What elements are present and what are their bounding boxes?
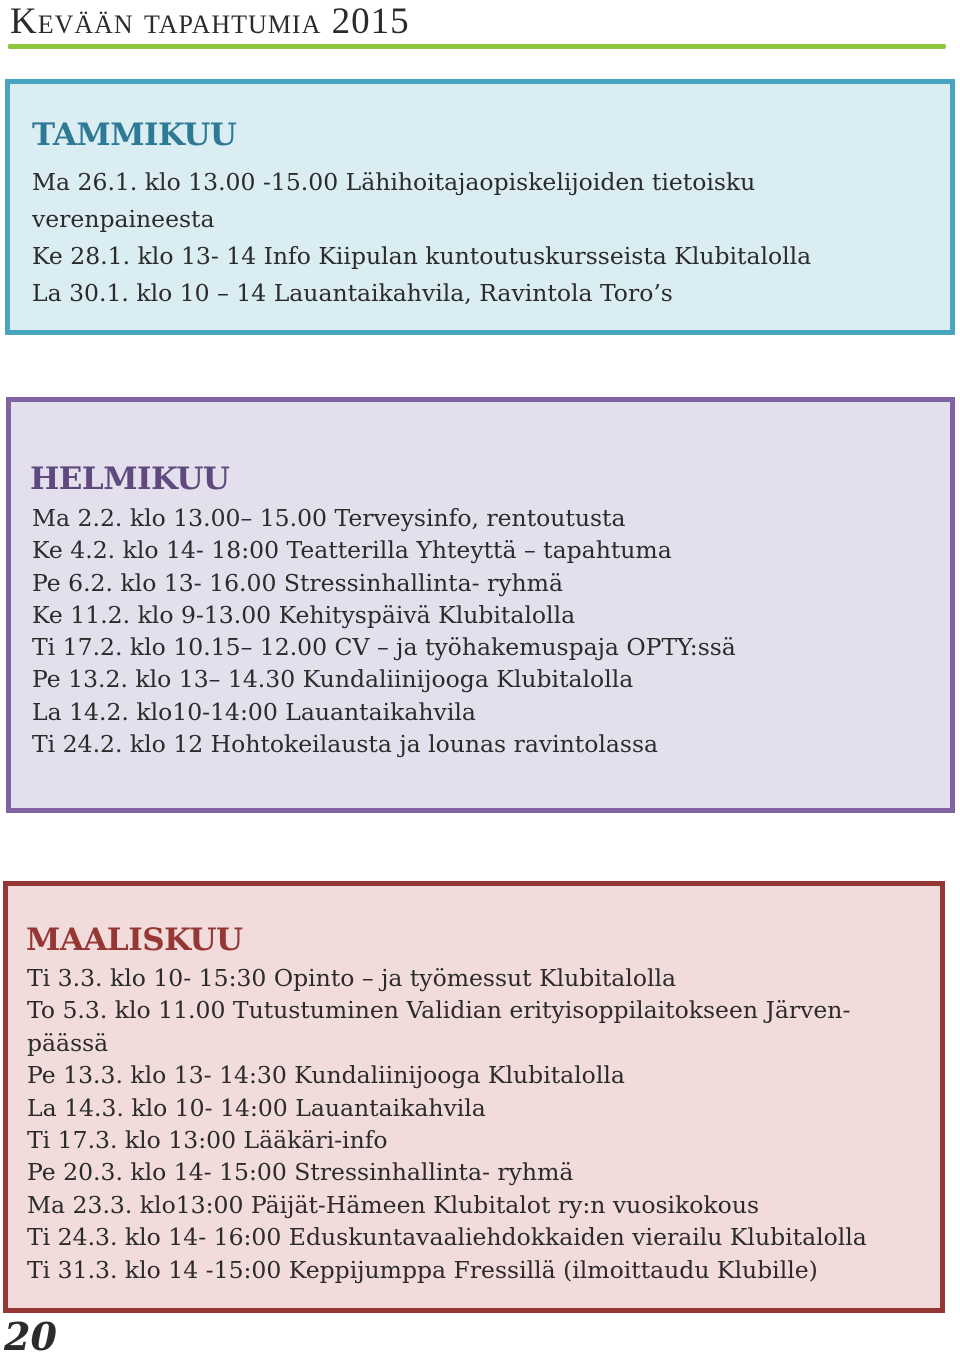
event-list [32,164,932,312]
title-divider [8,44,946,49]
section-maaliskuu [3,881,945,1313]
event-item: Ke 28.1. klo 13- 14 Info Kiipulan kuntoutuskursseista Klubitalolla [32,242,812,270]
page-title-year: 2015 [321,1,410,42]
event-item: To 5.3. klo 11.00 Tutustuminen Validian erityisoppilaitokseen Järven-päässä [27,996,851,1057]
event-item: La 14.2. klo10-14:00 Lauantaikahvila [32,697,476,726]
section-heading: HELMIKUU [30,461,230,497]
event-item: Ma 23.3. klo13:00 Päijät-Hämeen Klubitalot ry:n vuosikokous [27,1190,760,1219]
event-item: Ti 17.3. klo 13:00 Lääkäri-info [27,1126,388,1155]
section-tammikuu [5,79,955,335]
event-list [27,962,927,1286]
event-item: La 14.3. klo 10- 14:00 Lauantaikahvila [27,1093,486,1122]
event-item: Pe 13.3. klo 13- 14:30 Kundaliinijooga Klubitalolla [27,1061,625,1090]
event-item: Ti 24.3. klo 14- 16:00 Eduskuntavaaliehdokkaiden vierailu Klubitalolla [27,1223,867,1252]
event-item: Ti 17.2. klo 10.15– 12.00 CV – ja työhakemuspaja OPTY:ssä [32,633,736,662]
event-list [32,502,942,760]
event-item: Ma 26.1. klo 13.00 -15.00 Lähihoitajaopiskelijoiden tietoisku verenpaineesta [32,168,756,233]
page-title [10,0,410,44]
page-number: 20 [4,1314,57,1359]
event-item: La 30.1. klo 10 – 14 Lauantaikahvila, Ravintola Toro’s [32,279,673,307]
section-heading: TAMMIKUU [32,117,237,153]
event-item: Ti 24.2. klo 12 Hohtokeilausta ja lounas ravintolassa [32,730,659,759]
page-title-text: Kevään tapahtumia [10,1,322,42]
event-item: Ti 31.3. klo 14 -15:00 Keppijumppa Fressillä (ilmoittaudu Klubille) [27,1255,818,1284]
event-item: Ma 2.2. klo 13.00– 15.00 Terveysinfo, rentoutusta [32,504,626,532]
event-item: Ke 11.2. klo 9-13.00 Kehityspäivä Klubitalolla [32,600,576,629]
section-helmikuu [6,397,955,813]
event-item: Ti 3.3. klo 10- 15:30 Opinto – ja työmessut Klubitalolla [27,964,677,992]
event-item: Pe 6.2. klo 13- 16.00 Stressinhallinta- ryhmä [32,568,563,597]
event-item: Pe 13.2. klo 13– 14.30 Kundaliinijooga Klubitalolla [32,665,634,694]
section-heading: MAALISKUU [26,922,243,958]
event-item: Pe 20.3. klo 14- 15:00 Stressinhallinta- ryhmä [27,1158,574,1187]
event-item: Ke 4.2. klo 14- 18:00 Teatterilla Yhteyttä – tapahtuma [32,536,672,565]
